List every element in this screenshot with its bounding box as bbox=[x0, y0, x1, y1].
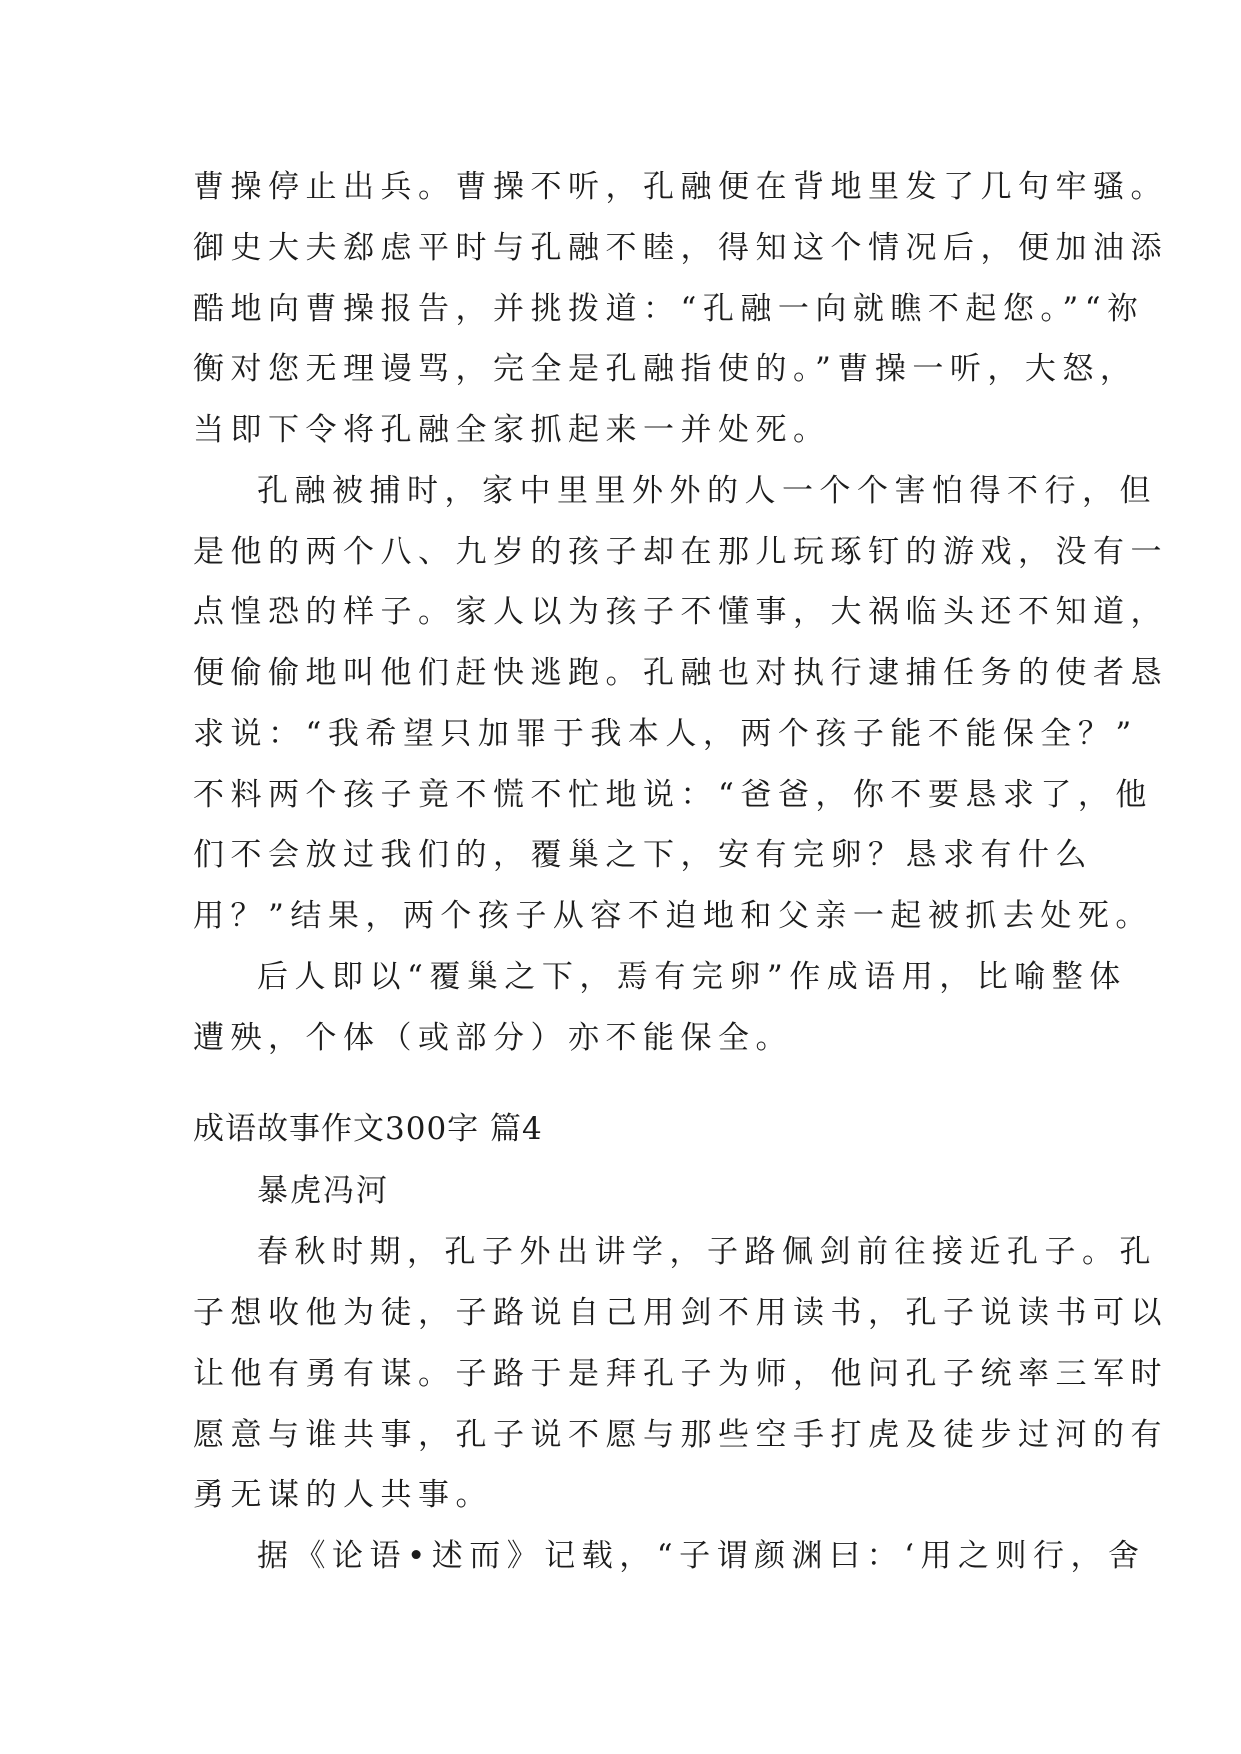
text-line: 御史大夫郄虑平时与孔融不睦，得知这个情况后，便加油添 bbox=[193, 230, 1168, 266]
text-line: 子想收他为徒，子路说自己用剑不用读书，孔子说读书可以 bbox=[193, 1295, 1168, 1331]
text-line: 愿意与谁共事，孔子说不愿与那些空手打虎及徒步过河的有 bbox=[193, 1417, 1168, 1453]
text-line: 当即下令将孔融全家抓起来一并处死。 bbox=[193, 412, 831, 448]
text-line: 不料两个孩子竟不慌不忙地说：“爸爸，你不要恳求了，他 bbox=[193, 777, 1153, 813]
paragraph-start-line: 据《论语•述而》记载，“子谓颜渊曰：‘用之则行，舍 bbox=[257, 1538, 1146, 1574]
text-line: 点惶恐的样子。家人以为孩子不懂事，大祸临头还不知道， bbox=[193, 594, 1168, 630]
text-line: 让他有勇有谋。子路于是拜孔子为师，他问孔子统率三军时 bbox=[193, 1356, 1168, 1392]
text-line: 用？”结果，两个孩子从容不迫地和父亲一起被抓去处死。 bbox=[193, 898, 1153, 934]
story-title: 暴虎冯河 bbox=[257, 1173, 389, 1209]
paragraph-start-line: 孔融被捕时，家中里里外外的人一个个害怕得不行，但 bbox=[257, 473, 1157, 509]
text-line: 酷地向曹操报告，并挑拨道：“孔融一向就瞧不起您。”“祢 bbox=[193, 291, 1145, 327]
paragraph-start-line: 春秋时期，孔子外出讲学，子路佩剑前往接近孔子。孔 bbox=[257, 1234, 1157, 1270]
text-line: 求说：“我希望只加罪于我本人，两个孩子能不能保全？” bbox=[193, 716, 1138, 752]
paragraph-start-line: 后人即以“覆巢之下，焉有完卵”作成语用，比喻整体 bbox=[257, 959, 1127, 995]
text-line: 勇无谋的人共事。 bbox=[193, 1477, 493, 1513]
text-line: 衡对您无理谩骂，完全是孔融指使的。”曹操一听，大怒， bbox=[193, 351, 1138, 387]
section-heading: 成语故事作文300字 篇4 bbox=[193, 1111, 543, 1147]
text-line: 们不会放过我们的，覆巢之下，安有完卵？恳求有什么 bbox=[193, 837, 1093, 873]
text-line: 曹操停止出兵。曹操不听，孔融便在背地里发了几句牢骚。 bbox=[193, 169, 1168, 205]
text-line: 遭殃，个体（或部分）亦不能保全。 bbox=[193, 1020, 793, 1056]
text-line: 是他的两个八、九岁的孩子却在那儿玩琢钉的游戏，没有一 bbox=[193, 534, 1168, 570]
text-line: 便偷偷地叫他们赶快逃跑。孔融也对执行逮捕任务的使者恳 bbox=[193, 655, 1168, 691]
